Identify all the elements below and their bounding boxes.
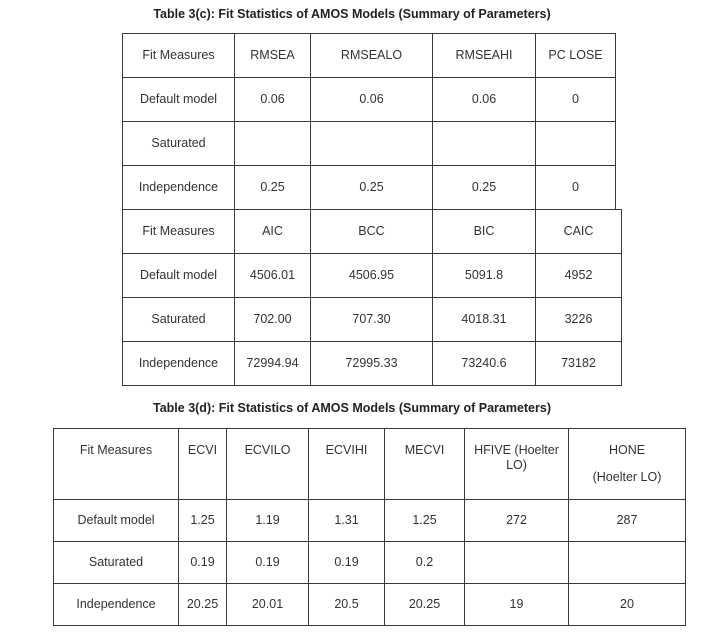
header-cell: AIC: [235, 210, 311, 254]
table-cell: 0.2: [385, 542, 465, 584]
table-3d-caption: Table 3(d): Fit Statistics of AMOS Models (Summary of Parameters): [153, 401, 551, 415]
header-label: Fit Measures: [79, 443, 153, 457]
table-cell: 0.19: [309, 542, 385, 584]
header-sublabel: (Hoelter LO): [592, 470, 662, 484]
table-cell: 0: [536, 78, 616, 122]
table-cell: 0.19: [179, 542, 227, 584]
table-3c-information-criteria: [122, 209, 622, 386]
table-3c-rmsea: [122, 33, 616, 210]
header-cell: [465, 429, 569, 500]
header-label: MECVI: [404, 443, 445, 457]
table-cell: 3226: [536, 298, 622, 342]
table-cell: [465, 542, 569, 584]
table-cell: [536, 122, 616, 166]
header-label: HONE: [608, 443, 646, 457]
header-cell: CAIC: [536, 210, 622, 254]
header-cell: Fit Measures: [123, 34, 235, 78]
table-cell: 1.25: [179, 500, 227, 542]
table-cell: Default model: [54, 500, 179, 542]
table-cell: 272: [465, 500, 569, 542]
table-cell: [433, 122, 536, 166]
table-row: [123, 122, 616, 166]
header-cell: [54, 429, 179, 500]
header-cell: RMSEALO: [311, 34, 433, 78]
table-cell: 0.25: [433, 166, 536, 210]
header-cell: [227, 429, 309, 500]
header-label: ECVI: [187, 443, 218, 457]
table-cell: 702.00: [235, 298, 311, 342]
table-cell: 0: [536, 166, 616, 210]
table-cell: 72994.94: [235, 342, 311, 386]
table-header-row: [123, 34, 616, 78]
header-label: HFIVE (Hoelter LO): [474, 443, 559, 472]
table-cell: 4506.01: [235, 254, 311, 298]
header-cell: PC LOSE: [536, 34, 616, 78]
header-cell: [385, 429, 465, 500]
table-cell: Independence: [54, 584, 179, 626]
table-cell: 4506.95: [311, 254, 433, 298]
table-cell: 0.06: [311, 78, 433, 122]
table-row: [54, 584, 686, 626]
table-cell: 20.25: [179, 584, 227, 626]
table-cell: Saturated: [123, 122, 235, 166]
table-3c-caption: Table 3(c): Fit Statistics of AMOS Models (Summary of Parameters): [153, 7, 551, 21]
table-cell: [311, 122, 433, 166]
table-row: [123, 78, 616, 122]
table-cell: 20: [569, 584, 686, 626]
table-row: [123, 298, 622, 342]
table-header-row: [123, 210, 622, 254]
table-cell: 72995.33: [311, 342, 433, 386]
table-cell: 4018.31: [433, 298, 536, 342]
table-row: [54, 542, 686, 584]
table-cell: 0.06: [235, 78, 311, 122]
header-cell: [179, 429, 227, 500]
table-header-row: [54, 429, 686, 500]
table-cell: 0.25: [311, 166, 433, 210]
table-cell: 5091.8: [433, 254, 536, 298]
table-cell: Default model: [123, 78, 235, 122]
table-cell: 19: [465, 584, 569, 626]
header-label: ECVIHI: [325, 443, 368, 457]
table-cell: 20.01: [227, 584, 309, 626]
table-cell: 287: [569, 500, 686, 542]
table-cell: 1.19: [227, 500, 309, 542]
table-row: [54, 500, 686, 542]
table-cell: 4952: [536, 254, 622, 298]
table-cell: Independence: [123, 342, 235, 386]
table-row: [123, 166, 616, 210]
header-cell: RMSEA: [235, 34, 311, 78]
table-cell: 20.25: [385, 584, 465, 626]
table-cell: 0.06: [433, 78, 536, 122]
header-cell: [309, 429, 385, 500]
table-cell: 73182: [536, 342, 622, 386]
header-cell: BIC: [433, 210, 536, 254]
table-cell: 73240.6: [433, 342, 536, 386]
table-cell: 707.30: [311, 298, 433, 342]
header-cell: RMSEAHI: [433, 34, 536, 78]
table-row: [123, 342, 622, 386]
table-cell: Saturated: [123, 298, 235, 342]
table-cell: [569, 542, 686, 584]
header-cell: Fit Measures: [123, 210, 235, 254]
table-row: [123, 254, 622, 298]
table-cell: 1.25: [385, 500, 465, 542]
table-cell: Saturated: [54, 542, 179, 584]
table-cell: 0.25: [235, 166, 311, 210]
table-cell: 20.5: [309, 584, 385, 626]
table-cell: 0.19: [227, 542, 309, 584]
header-cell: [569, 429, 686, 500]
table-cell: [235, 122, 311, 166]
table-cell: Independence: [123, 166, 235, 210]
header-label: ECVILO: [244, 443, 291, 457]
header-cell: BCC: [311, 210, 433, 254]
table-cell: 1.31: [309, 500, 385, 542]
table-3d-ecvi: [53, 428, 686, 626]
table-cell: Default model: [123, 254, 235, 298]
